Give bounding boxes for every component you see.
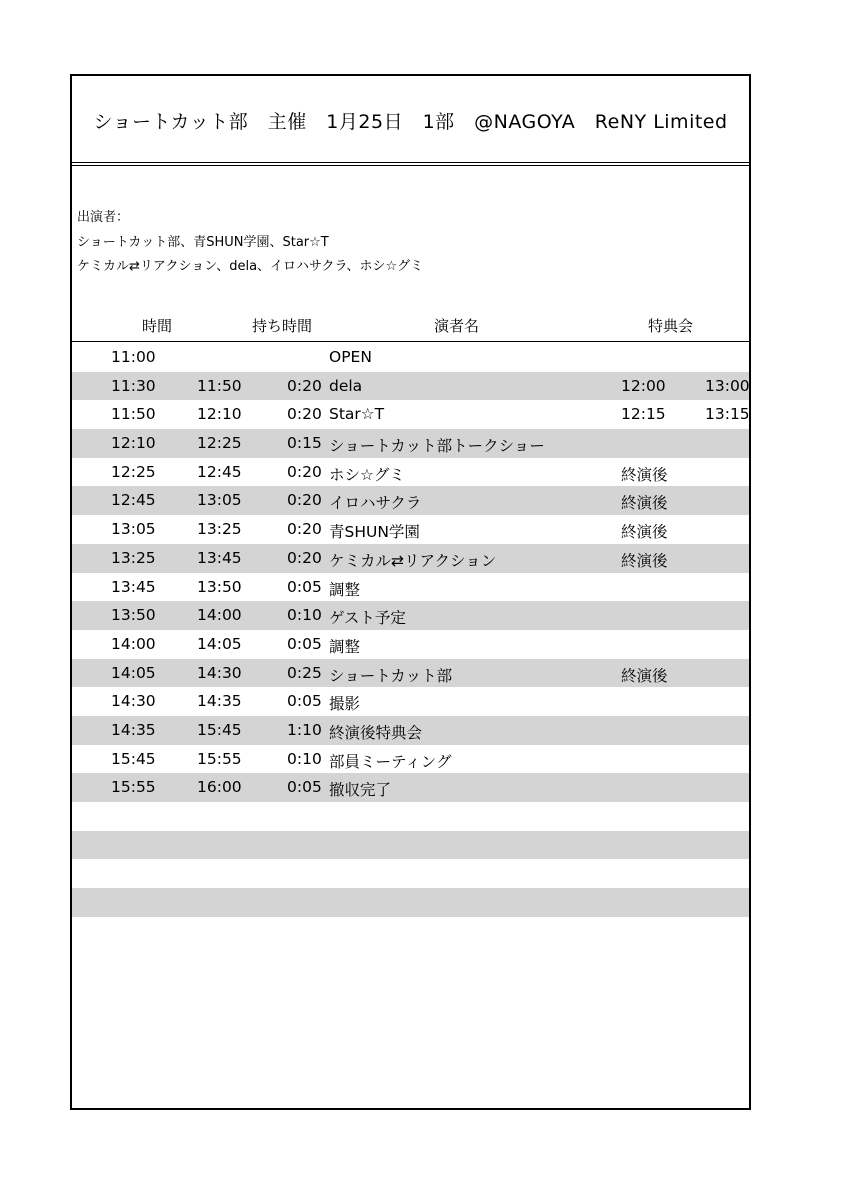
row-bonus-time: 終演後 [621,494,668,513]
row-duration: 0:05 [287,692,322,711]
performers-line-1: ショートカット部、青SHUN学園、Star☆T [77,234,329,250]
row-duration: 1:10 [287,720,322,739]
row-start-time: 13:45 [111,577,156,596]
row-performer: 青SHUN学園 [329,523,420,542]
header-bonus: 特典会 [648,317,694,335]
row-start-time: 14:30 [111,692,156,711]
row-duration: 0:25 [287,663,322,682]
title-divider-bottom [72,165,749,166]
table-row [72,716,749,745]
row-start-time: 14:00 [111,634,156,653]
row-end-time: 15:45 [197,720,242,739]
row-performer: イロハサクラ [329,494,422,513]
row-start-time: 13:05 [111,520,156,539]
row-start-time: 14:35 [111,720,156,739]
row-duration: 0:20 [287,520,322,539]
row-bonus-time: 終演後 [621,523,668,542]
row-end-time: 11:50 [197,376,242,395]
row-start-time: 11:00 [111,348,156,366]
table-row [72,429,749,458]
row-performer: ホシ☆グミ [329,465,405,484]
row-performer: ゲスト予定 [329,609,406,628]
header-divider [72,341,749,342]
row-duration: 0:05 [287,577,322,596]
table-row [72,687,749,716]
performers-section [77,206,423,280]
table-row [72,831,749,860]
table-row [72,372,749,401]
row-duration: 0:20 [287,376,322,395]
table-row [72,630,749,659]
table-header [72,312,749,336]
row-bonus-time: 12:00 [621,376,666,395]
row-end-time: 14:00 [197,606,242,625]
row-duration: 0:20 [287,548,322,567]
table-row [72,659,749,688]
row-end-time: 13:50 [197,577,242,596]
row-performer: 撮影 [329,695,361,714]
row-end-time: 14:05 [197,634,242,653]
table-row [72,859,749,888]
table-row [72,343,749,372]
row-performer: ショートカット部 [329,666,453,685]
row-start-time: 11:30 [111,376,156,395]
performers-line-2: ケミカル⇄リアクション、dela、イロハサクラ、ホシ☆グミ [77,259,424,274]
row-start-time: 13:25 [111,548,156,567]
row-performer: ケミカル⇄リアクション [329,551,497,570]
header-time: 時間 [142,317,173,335]
row-end-time: 12:10 [197,405,242,424]
row-end-time: 13:25 [197,520,242,539]
row-duration: 0:05 [287,634,322,653]
performers-label: 出演者： [77,210,130,225]
header-duration: 持ち時間 [252,317,313,335]
row-end-time: 12:25 [197,434,242,453]
row-duration: 0:10 [287,749,322,768]
row-duration: 0:20 [287,491,322,510]
row-performer: dela [329,376,363,395]
schedule-sheet [70,74,751,1110]
row-end-time: 15:55 [197,749,242,768]
row-bonus-end-time: 13:00 [705,376,750,395]
row-start-time: 12:45 [111,491,156,510]
row-performer: 調整 [329,580,361,599]
table-row [72,773,749,802]
row-start-time: 15:45 [111,749,156,768]
header-performer: 演者名 [434,317,480,335]
row-duration: 0:20 [287,462,322,481]
table-row [72,573,749,602]
row-start-time: 14:05 [111,663,156,682]
row-end-time: 14:30 [197,663,242,682]
row-duration: 0:15 [287,434,322,453]
row-start-time: 13:50 [111,606,156,625]
row-performer: 撤収完了 [329,781,392,800]
row-start-time: 12:25 [111,462,156,481]
table-row [72,486,749,515]
table-row [72,544,749,573]
table-row [72,601,749,630]
row-bonus-time: 終演後 [621,666,668,685]
row-performer: ショートカット部トークショー [329,437,545,456]
row-end-time: 12:45 [197,462,242,481]
row-duration: 0:20 [287,405,322,424]
row-end-time: 13:45 [197,548,242,567]
row-start-time: 11:50 [111,405,156,424]
page-title: ショートカット部 主催 1月25日 1部 @NAGOYA ReNY Limited [93,111,728,133]
table-row [72,888,749,917]
row-bonus-end-time: 13:15 [705,405,750,424]
row-performer: 調整 [329,637,361,656]
row-end-time: 13:05 [197,491,242,510]
table-row [72,458,749,487]
row-performer: OPEN [329,348,372,366]
row-end-time: 16:00 [197,778,242,797]
row-performer: Star☆T [329,405,385,424]
row-duration: 0:05 [287,778,322,797]
row-bonus-time: 12:15 [621,405,666,424]
row-start-time: 12:10 [111,434,156,453]
row-duration: 0:10 [287,606,322,625]
row-start-time: 15:55 [111,778,156,797]
table-row [72,400,749,429]
table-row [72,745,749,774]
row-performer: 部員ミーティング [329,752,452,771]
row-performer: 終演後特典会 [329,723,423,742]
table-row [72,515,749,544]
row-bonus-time: 終演後 [621,551,668,570]
schedule-table [72,343,749,917]
table-row [72,802,749,831]
row-end-time: 14:35 [197,692,242,711]
title-divider-top [72,162,749,163]
row-bonus-time: 終演後 [621,465,668,484]
